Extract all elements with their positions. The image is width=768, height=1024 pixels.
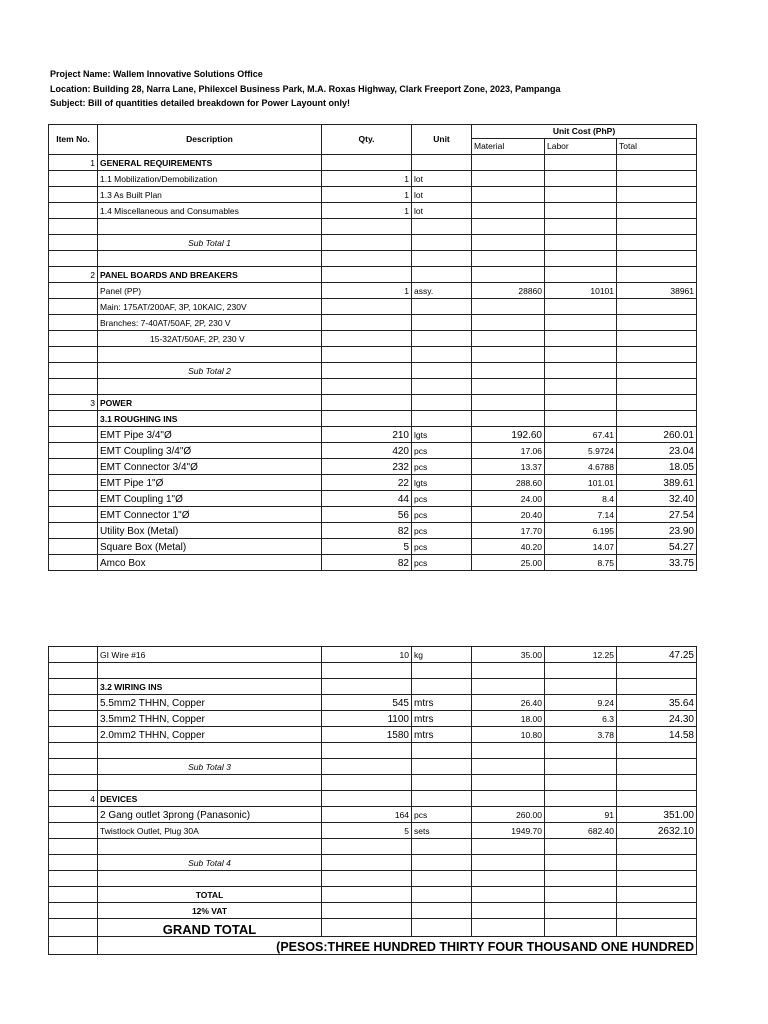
col-total: Total: [617, 139, 697, 155]
vat-label: 12% VAT: [98, 903, 322, 919]
col-material: Material: [472, 139, 545, 155]
subtotal-label: Sub Total 2: [98, 363, 322, 379]
item-total: 14.58: [617, 727, 697, 743]
section-title: PANEL BOARDS AND BREAKERS: [98, 267, 322, 283]
item-qty: 5: [322, 539, 412, 555]
item-description: 1.3 As Built Plan: [98, 187, 322, 203]
item-qty: 232: [322, 459, 412, 475]
subtotal-row: [49, 855, 697, 871]
item-material: 24.00: [472, 491, 545, 507]
item-description: 2 Gang outlet 3prong (Panasonic): [98, 807, 322, 823]
item-material: 260.00: [472, 807, 545, 823]
item-material: 13.37: [472, 459, 545, 475]
table-row: [49, 315, 697, 331]
item-labor: 4.6788: [545, 459, 617, 475]
item-description: 5.5mm2 THHN, Copper: [98, 695, 322, 711]
table-row: [49, 711, 697, 727]
item-unit: pcs: [412, 539, 472, 555]
boq-table-page-1: [48, 124, 697, 571]
total-label: TOTAL: [98, 887, 322, 903]
item-qty: 545: [322, 695, 412, 711]
item-material: 26.40: [472, 695, 545, 711]
subtotal-label: Sub Total 4: [98, 855, 322, 871]
subtotal-label: Sub Total 3: [98, 759, 322, 775]
table-row: [49, 187, 697, 203]
item-qty: 1: [322, 187, 412, 203]
item-total: 260.01: [617, 427, 697, 443]
project-subject: Subject: Bill of quantities detailed breakdown for Power Layount only!: [50, 98, 351, 108]
item-total: 18.05: [617, 459, 697, 475]
col-qty: Qty.: [322, 125, 412, 155]
col-description: Description: [98, 125, 322, 155]
table-row: [49, 807, 697, 823]
grand-total-label: GRAND TOTAL: [98, 919, 322, 937]
boq-table-page-2: [48, 646, 697, 955]
item-description: Panel (PP): [98, 283, 322, 299]
item-total: 54.27: [617, 539, 697, 555]
item-qty: 420: [322, 443, 412, 459]
item-material: 18.00: [472, 711, 545, 727]
item-description: EMT Pipe 1"Ø: [98, 475, 322, 491]
item-description: 1.4 Miscellaneous and Consumables: [98, 203, 322, 219]
col-labor: Labor: [545, 139, 617, 155]
item-qty: 1: [322, 171, 412, 187]
col-item-no: Item No.: [49, 125, 98, 155]
table-row: [49, 523, 697, 539]
section-title: GENERAL REQUIREMENTS: [98, 155, 322, 171]
item-labor: 10101: [545, 283, 617, 299]
table-row: [49, 331, 697, 347]
item-unit: lot: [412, 187, 472, 203]
col-unit: Unit: [412, 125, 472, 155]
item-description: EMT Connector 3/4"Ø: [98, 459, 322, 475]
item-material: 40.20: [472, 539, 545, 555]
section-row: [49, 267, 697, 283]
item-labor: 12.25: [545, 647, 617, 663]
item-number: 3: [49, 395, 98, 411]
table-row: [49, 491, 697, 507]
table-row: [49, 647, 697, 663]
item-total: 27.54: [617, 507, 697, 523]
item-unit: pcs: [412, 459, 472, 475]
item-unit: mtrs: [412, 727, 472, 743]
item-unit: lgts: [412, 427, 472, 443]
item-material: 17.70: [472, 523, 545, 539]
item-total: 32.40: [617, 491, 697, 507]
item-material: 288.60: [472, 475, 545, 491]
blank-row: [49, 347, 697, 363]
section-row: [49, 791, 697, 807]
item-qty: 1580: [322, 727, 412, 743]
amount-in-words-row: [49, 937, 697, 955]
subtotal-label: Sub Total 1: [98, 235, 322, 251]
item-description: Square Box (Metal): [98, 539, 322, 555]
table-row: [49, 299, 697, 315]
item-material: 25.00: [472, 555, 545, 571]
item-unit: mtrs: [412, 695, 472, 711]
item-qty: 210: [322, 427, 412, 443]
item-qty: 56: [322, 507, 412, 523]
item-description: GI Wire #16: [98, 647, 322, 663]
item-unit: mtrs: [412, 711, 472, 727]
table-row: [49, 823, 697, 839]
table-row: [49, 427, 697, 443]
item-labor: 101.01: [545, 475, 617, 491]
amount-in-words: (PESOS:THREE HUNDRED THIRTY FOUR THOUSAND ONE HUNDRED: [98, 937, 697, 955]
item-unit: pcs: [412, 555, 472, 571]
item-unit: assy.: [412, 283, 472, 299]
item-material: 192.60: [472, 427, 545, 443]
blank-row: [49, 379, 697, 395]
item-qty: 22: [322, 475, 412, 491]
item-labor: 14.07: [545, 539, 617, 555]
item-description: Amco Box: [98, 555, 322, 571]
item-description: Utility Box (Metal): [98, 523, 322, 539]
table-row: [49, 555, 697, 571]
item-labor: 3.78: [545, 727, 617, 743]
item-description: EMT Coupling 3/4"Ø: [98, 443, 322, 459]
blank-row: [49, 251, 697, 267]
table-header-row: [49, 125, 697, 139]
table-row: [49, 171, 697, 187]
table-row: [49, 443, 697, 459]
blank-row: [49, 871, 697, 887]
item-unit: sets: [412, 823, 472, 839]
section-row: [49, 155, 697, 171]
item-material: 20.40: [472, 507, 545, 523]
item-material: 10.80: [472, 727, 545, 743]
item-unit: lgts: [412, 475, 472, 491]
item-description: 2.0mm2 THHN, Copper: [98, 727, 322, 743]
subtotal-row: [49, 235, 697, 251]
item-description: EMT Pipe 3/4"Ø: [98, 427, 322, 443]
item-description: Main: 175AT/200AF, 3P, 10KAIC, 230V: [98, 299, 322, 315]
item-qty: 1: [322, 283, 412, 299]
item-description: Branches: 7-40AT/50AF, 2P, 230 V: [98, 315, 322, 331]
item-unit: pcs: [412, 491, 472, 507]
item-description: 1.1 Mobilization/Demobilization: [98, 171, 322, 187]
item-description: 3.5mm2 THHN, Copper: [98, 711, 322, 727]
item-unit: pcs: [412, 807, 472, 823]
item-qty: 82: [322, 555, 412, 571]
subsection-row: [49, 679, 697, 695]
item-labor: 67.41: [545, 427, 617, 443]
blank-row: [49, 743, 697, 759]
table-row: [49, 475, 697, 491]
project-name: Project Name: Wallem Innovative Solutions Office: [50, 69, 263, 79]
item-total: 389.61: [617, 475, 697, 491]
table-row: [49, 459, 697, 475]
item-number: 4: [49, 791, 98, 807]
table-row: [49, 203, 697, 219]
section-title: POWER: [98, 395, 322, 411]
subsection-row: [49, 411, 697, 427]
item-labor: 6.195: [545, 523, 617, 539]
item-qty: 10: [322, 647, 412, 663]
item-labor: 682.40: [545, 823, 617, 839]
item-labor: 9.24: [545, 695, 617, 711]
vat-row: [49, 903, 697, 919]
item-labor: 6.3: [545, 711, 617, 727]
item-qty: 44: [322, 491, 412, 507]
item-total: 33.75: [617, 555, 697, 571]
grand-total-row: [49, 919, 697, 937]
table-row: [49, 507, 697, 523]
item-description: 15-32AT/50AF, 2P, 230 V: [98, 331, 322, 347]
item-qty: 82: [322, 523, 412, 539]
item-total: 23.04: [617, 443, 697, 459]
item-number: 1: [49, 155, 98, 171]
item-total: 24.30: [617, 711, 697, 727]
blank-row: [49, 839, 697, 855]
item-total: 2632.10: [617, 823, 697, 839]
item-qty: 1: [322, 203, 412, 219]
item-qty: 164: [322, 807, 412, 823]
item-labor: 5.9724: [545, 443, 617, 459]
table-row: [49, 283, 697, 299]
section-row: [49, 395, 697, 411]
item-material: 35.00: [472, 647, 545, 663]
subsection-title: 3.1 ROUGHING INS: [98, 411, 322, 427]
item-unit: pcs: [412, 443, 472, 459]
item-material: 1949.70: [472, 823, 545, 839]
item-qty: 1100: [322, 711, 412, 727]
item-total: 23.90: [617, 523, 697, 539]
project-location: Location: Building 28, Narra Lane, Philexcel Business Park, M.A. Roxas Highway, Clark Freeport Zone, 2023, Pampanga: [50, 83, 561, 94]
item-unit: lot: [412, 171, 472, 187]
col-unit-cost: Unit Cost (PhP): [472, 125, 697, 139]
item-total: 47.25: [617, 647, 697, 663]
item-description: Twistlock Outlet, Plug 30A: [98, 823, 322, 839]
item-labor: 7.14: [545, 507, 617, 523]
item-labor: 8.75: [545, 555, 617, 571]
table-row: [49, 539, 697, 555]
subtotal-row: [49, 759, 697, 775]
total-row: [49, 887, 697, 903]
item-material: 17.06: [472, 443, 545, 459]
item-unit: pcs: [412, 523, 472, 539]
item-total: 351.00: [617, 807, 697, 823]
item-unit: lot: [412, 203, 472, 219]
subsection-title: 3.2 WIRING INS: [98, 679, 322, 695]
table-row: [49, 727, 697, 743]
table-row: [49, 695, 697, 711]
item-qty: 5: [322, 823, 412, 839]
item-total: 35.64: [617, 695, 697, 711]
item-total: 38961: [617, 283, 697, 299]
item-material: 28860: [472, 283, 545, 299]
item-labor: 91: [545, 807, 617, 823]
item-description: EMT Connector 1"Ø: [98, 507, 322, 523]
item-number: 2: [49, 267, 98, 283]
item-unit: kg: [412, 647, 472, 663]
blank-row: [49, 219, 697, 235]
blank-row: [49, 775, 697, 791]
section-title: DEVICES: [98, 791, 322, 807]
item-unit: pcs: [412, 507, 472, 523]
document-header: [50, 67, 561, 111]
item-labor: 8.4: [545, 491, 617, 507]
blank-row: [49, 663, 697, 679]
item-description: EMT Coupling 1"Ø: [98, 491, 322, 507]
subtotal-row: [49, 363, 697, 379]
